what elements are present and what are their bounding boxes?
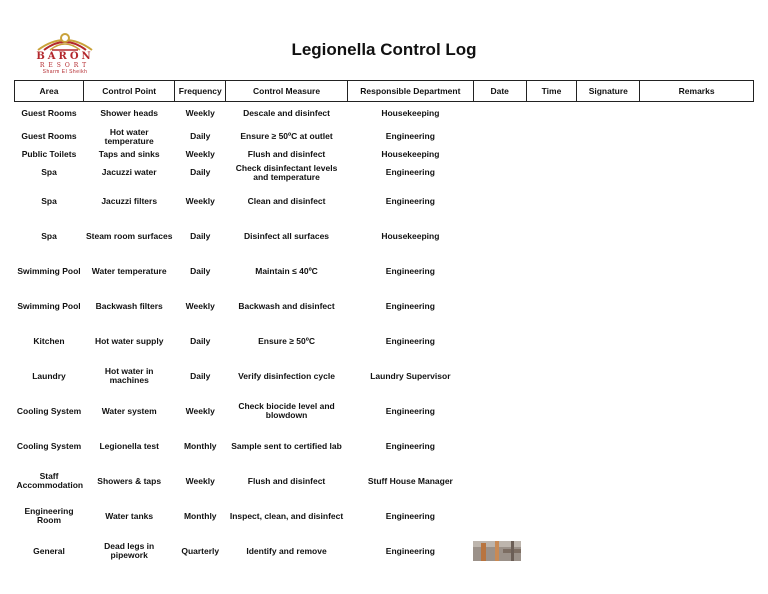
table-row bbox=[15, 464, 754, 499]
cell-remarks[interactable] bbox=[640, 464, 754, 499]
cell-control-measure: Backwash and disinfect bbox=[238, 300, 335, 311]
cell-control-measure: Sample sent to certified lab bbox=[231, 440, 342, 451]
cell-signature[interactable] bbox=[577, 148, 640, 162]
column-header-responsible-department: Responsible Department bbox=[347, 81, 473, 102]
cell-remarks[interactable] bbox=[640, 102, 754, 126]
cell-remarks[interactable] bbox=[640, 499, 754, 534]
cell-control-point: Showers & taps bbox=[97, 475, 162, 486]
cell-area: Cooling System bbox=[16, 405, 82, 416]
cell-department: Engineering bbox=[385, 300, 435, 311]
cell-date[interactable] bbox=[473, 219, 526, 254]
cell-frequency: Weekly bbox=[185, 300, 215, 311]
cell-control-measure: Inspect, clean, and disinfect bbox=[229, 510, 344, 521]
cell-remarks[interactable] bbox=[640, 429, 754, 464]
cell-time[interactable] bbox=[526, 254, 577, 289]
cell-control-measure: Ensure ≥ 50ºC bbox=[258, 335, 315, 346]
cell-frequency: Weekly bbox=[185, 405, 215, 416]
cell-frequency: Daily bbox=[190, 335, 211, 346]
cell-date[interactable] bbox=[473, 184, 526, 219]
cell-area: Staff Accommodation bbox=[16, 471, 84, 490]
column-header-date: Date bbox=[473, 81, 526, 102]
cell-signature[interactable] bbox=[577, 324, 640, 359]
cell-department: Engineering bbox=[385, 545, 435, 556]
cell-control-measure: Check disinfectant levels and temperature bbox=[235, 162, 338, 182]
cell-time[interactable] bbox=[526, 464, 577, 499]
cell-remarks[interactable] bbox=[640, 289, 754, 324]
cell-control-point: Steam room surfaces bbox=[85, 230, 173, 241]
cell-control-point: Water temperature bbox=[91, 265, 167, 276]
cell-frequency: Daily bbox=[190, 167, 211, 177]
cell-signature[interactable] bbox=[577, 429, 640, 464]
column-header-control-point: Control Point bbox=[84, 81, 175, 102]
column-header-frequency: Frequency bbox=[175, 81, 226, 102]
cell-time[interactable] bbox=[526, 429, 577, 464]
table-row bbox=[15, 499, 754, 534]
control-log-table bbox=[14, 80, 754, 569]
cell-signature[interactable] bbox=[577, 254, 640, 289]
cell-department: Stuff House Manager bbox=[367, 475, 453, 486]
table-row bbox=[15, 534, 754, 569]
cell-signature[interactable] bbox=[577, 289, 640, 324]
cell-control-point: Taps and sinks bbox=[98, 149, 160, 159]
logo-line-3: Sharm El Sheikh bbox=[42, 69, 88, 75]
cell-department: Engineering bbox=[385, 195, 435, 206]
cell-control-measure: Check biocide level and blowdown bbox=[238, 401, 335, 420]
cell-time[interactable] bbox=[526, 324, 577, 359]
cell-time[interactable] bbox=[526, 499, 577, 534]
column-header-time: Time bbox=[526, 81, 577, 102]
table-row bbox=[15, 324, 754, 359]
cell-date[interactable] bbox=[473, 102, 526, 126]
cell-area: Cooling System bbox=[16, 440, 82, 451]
cell-area: Guest Rooms bbox=[21, 108, 77, 119]
cell-frequency: Weekly bbox=[185, 195, 215, 206]
column-header-control-measure: Control Measure bbox=[226, 81, 348, 102]
logo-line-2: RESORT bbox=[39, 62, 91, 69]
cell-date[interactable] bbox=[473, 394, 526, 429]
cell-date[interactable] bbox=[473, 126, 526, 148]
table-row bbox=[15, 162, 754, 184]
cell-control-point: Dead legs in pipework bbox=[104, 541, 155, 560]
cell-remarks[interactable] bbox=[640, 324, 754, 359]
cell-department: Housekeeping bbox=[381, 149, 440, 159]
cell-area: Swimming Pool bbox=[17, 300, 81, 311]
cell-date[interactable] bbox=[473, 289, 526, 324]
cell-frequency: Monthly bbox=[183, 510, 217, 521]
cell-remarks[interactable] bbox=[640, 254, 754, 289]
cell-control-point: Backwash filters bbox=[95, 300, 163, 311]
pipework-photo bbox=[473, 541, 521, 561]
cell-frequency: Daily bbox=[190, 370, 211, 381]
cell-department: Engineering bbox=[385, 510, 435, 521]
cell-control-point: Hot water supply bbox=[94, 335, 164, 346]
cell-date[interactable] bbox=[473, 499, 526, 534]
cell-department: Engineering bbox=[385, 167, 435, 177]
cell-date[interactable] bbox=[473, 359, 526, 394]
cell-frequency: Weekly bbox=[185, 108, 215, 119]
cell-frequency: Daily bbox=[190, 131, 211, 141]
cell-area: Laundry bbox=[32, 370, 66, 381]
cell-signature[interactable] bbox=[577, 464, 640, 499]
cell-control-point: Jacuzzi water bbox=[101, 167, 157, 177]
table-row bbox=[15, 394, 754, 429]
cell-time[interactable] bbox=[526, 126, 577, 148]
cell-date[interactable] bbox=[473, 148, 526, 162]
cell-frequency: Monthly bbox=[183, 440, 217, 451]
cell-time[interactable] bbox=[526, 162, 577, 184]
cell-signature[interactable] bbox=[577, 359, 640, 394]
cell-time[interactable] bbox=[526, 102, 577, 126]
cell-signature[interactable] bbox=[577, 219, 640, 254]
cell-area: Spa bbox=[41, 195, 57, 206]
cell-signature[interactable] bbox=[577, 534, 640, 569]
cell-department: Laundry Supervisor bbox=[370, 370, 451, 381]
cell-department: Engineering bbox=[385, 265, 435, 276]
cell-control-measure: Flush and disinfect bbox=[247, 475, 326, 486]
cell-control-point: Shower heads bbox=[100, 108, 159, 119]
cell-control-point: Water system bbox=[101, 405, 157, 416]
cell-signature[interactable] bbox=[577, 102, 640, 126]
cell-remarks[interactable] bbox=[640, 148, 754, 162]
cell-department: Engineering bbox=[385, 405, 435, 416]
cell-time[interactable] bbox=[526, 534, 577, 569]
table-header-row bbox=[15, 81, 754, 102]
cell-department: Housekeeping bbox=[381, 108, 440, 119]
table-row bbox=[15, 254, 754, 289]
cell-date[interactable] bbox=[473, 324, 526, 359]
cell-area: Spa bbox=[41, 230, 57, 241]
cell-signature[interactable] bbox=[577, 162, 640, 184]
cell-frequency: Quarterly bbox=[181, 545, 220, 556]
table-row bbox=[15, 359, 754, 394]
cell-control-point: Jacuzzi filters bbox=[101, 195, 158, 206]
cell-remarks[interactable] bbox=[640, 394, 754, 429]
cell-control-measure: Verify disinfection cycle bbox=[238, 370, 335, 381]
cell-control-point: Legionella test bbox=[99, 440, 159, 451]
cell-remarks[interactable] bbox=[640, 162, 754, 184]
cell-frequency: Weekly bbox=[185, 475, 215, 486]
table-row bbox=[15, 102, 754, 126]
cell-date[interactable] bbox=[473, 429, 526, 464]
cell-control-measure: Descale and disinfect bbox=[243, 108, 330, 119]
column-header-remarks: Remarks bbox=[640, 81, 754, 102]
cell-area: Spa bbox=[41, 167, 57, 177]
cell-department: Engineering bbox=[385, 131, 435, 141]
cell-date[interactable] bbox=[473, 254, 526, 289]
cell-area: Swimming Pool bbox=[17, 265, 81, 276]
cell-department: Housekeeping bbox=[381, 230, 440, 241]
cell-department: Engineering bbox=[385, 440, 435, 451]
column-header-signature: Signature bbox=[577, 81, 640, 102]
cell-area: Kitchen bbox=[33, 335, 65, 346]
cell-remarks[interactable] bbox=[640, 359, 754, 394]
cell-time[interactable] bbox=[526, 359, 577, 394]
cell-signature[interactable] bbox=[577, 126, 640, 148]
page-title: Legionella Control Log bbox=[291, 40, 477, 59]
table-row bbox=[15, 289, 754, 324]
cell-remarks[interactable] bbox=[640, 534, 754, 569]
cell-time[interactable] bbox=[526, 184, 577, 219]
cell-time[interactable] bbox=[526, 219, 577, 254]
cell-frequency: Daily bbox=[190, 230, 211, 241]
cell-area: Public Toilets bbox=[21, 149, 77, 159]
cell-frequency: Weekly bbox=[185, 149, 215, 159]
cell-time[interactable] bbox=[526, 289, 577, 324]
cell-signature[interactable] bbox=[577, 184, 640, 219]
cell-area: Guest Rooms bbox=[21, 131, 77, 141]
cell-control-measure: Ensure ≥ 50ºC at outlet bbox=[240, 131, 333, 141]
cell-control-point: Hot water temperature bbox=[104, 126, 154, 146]
cell-remarks[interactable] bbox=[640, 184, 754, 219]
cell-signature[interactable] bbox=[577, 499, 640, 534]
cell-signature[interactable] bbox=[577, 394, 640, 429]
table-row bbox=[15, 429, 754, 464]
table-row bbox=[15, 184, 754, 219]
table-row bbox=[15, 126, 754, 148]
logo-line-1: BARON bbox=[36, 51, 94, 62]
cell-frequency: Daily bbox=[190, 265, 211, 276]
cell-area: General bbox=[33, 545, 65, 556]
column-header-area: Area bbox=[15, 81, 84, 102]
table-row bbox=[15, 219, 754, 254]
cell-control-point: Hot water in machines bbox=[104, 366, 154, 385]
cell-control-measure: Maintain ≤ 40ºC bbox=[255, 265, 318, 276]
cell-date[interactable] bbox=[473, 534, 526, 569]
cell-control-measure: Identify and remove bbox=[246, 545, 327, 556]
cell-date[interactable] bbox=[473, 464, 526, 499]
cell-remarks[interactable] bbox=[640, 126, 754, 148]
cell-control-measure: Flush and disinfect bbox=[247, 149, 326, 159]
cell-remarks[interactable] bbox=[640, 219, 754, 254]
cell-control-point: Water tanks bbox=[105, 510, 154, 521]
cell-control-measure: Disinfect all surfaces bbox=[244, 230, 330, 241]
cell-control-measure: Clean and disinfect bbox=[247, 195, 326, 206]
cell-time[interactable] bbox=[526, 394, 577, 429]
cell-area: Engineering Room bbox=[24, 506, 74, 525]
table-row bbox=[15, 148, 754, 162]
cell-time[interactable] bbox=[526, 148, 577, 162]
cell-department: Engineering bbox=[385, 335, 435, 346]
cell-date[interactable] bbox=[473, 162, 526, 184]
